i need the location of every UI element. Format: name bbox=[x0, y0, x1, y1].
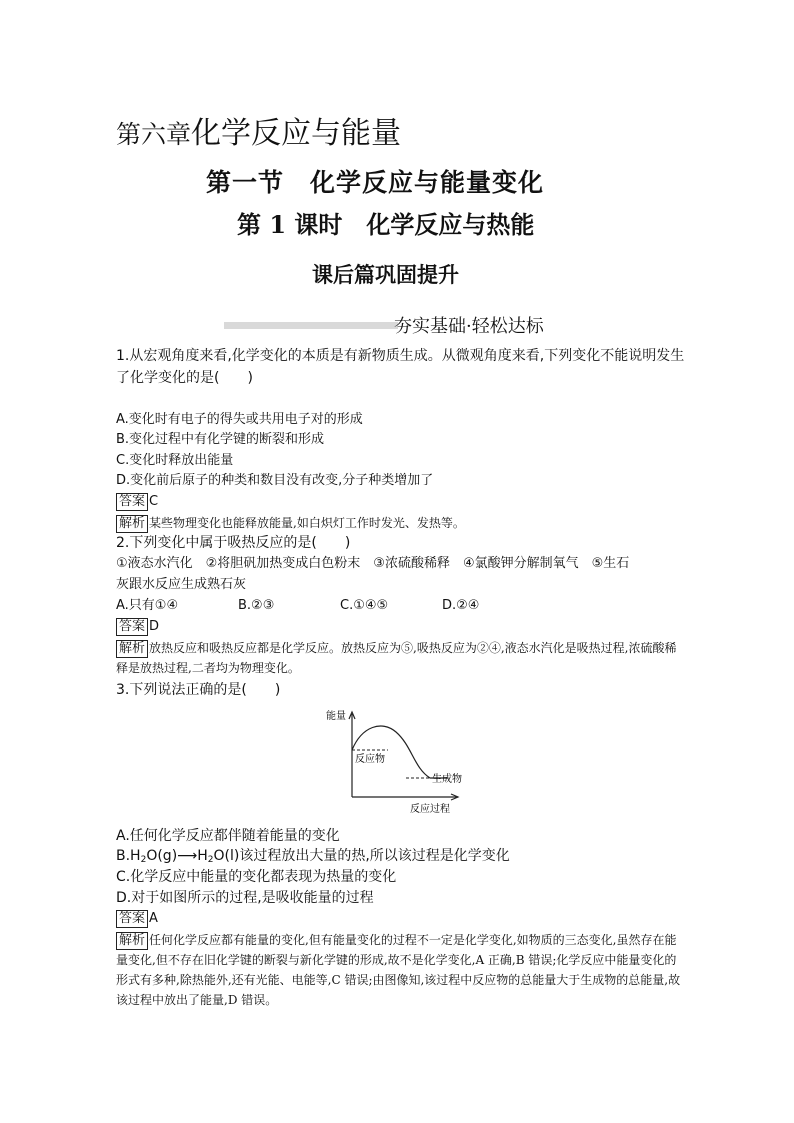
q3-stem: 3.下列说法正确的是( ) bbox=[116, 682, 281, 698]
reaction-arrow: ⟶ bbox=[177, 848, 198, 864]
q3-option-b: $B.H_2O(g)⟶H_2O(l)$该过程放出大量的热,所以该过程是化学变化 bbox=[116, 848, 510, 865]
part-title: 课后篇巩固提升 bbox=[312, 262, 459, 287]
q3-analysis: 解析 任何化学反应都有能量的变化,但有能量变化的过程不一定是化学变化,如物质的三态变化,虽然存在能量变化,但不存在旧化学键的断裂与新化学键的形成,故不是化学变化,A 正确,B 错误;化学反应中能量变化的形式有多种,除热能外,还有光能、电能等,C 错误;由图像知,该过程中反应物的总能量大于生成物的总能量,故该过程中放出了能量,D 错误。 bbox=[116, 933, 681, 1007]
q2-stem-line2: ①液态水汽化 ②将胆矾加热变成白色粉末 ③浓硫酸稀释 ④氯酸钾分解制氧气 ⑤生石 bbox=[116, 556, 630, 571]
chapter-title: 第六章化学反应与能量 bbox=[116, 116, 402, 151]
q1-analysis: 解析 某些物理变化也能释放能量,如白炽灯工作时发光、发热等。 bbox=[116, 513, 686, 533]
q1-option-a: A.变化时有电子的得失或共用电子对的形成 bbox=[116, 412, 363, 427]
section-title: 第一节 化学反应与能量变化 bbox=[206, 168, 545, 197]
reactant-label: 反应物 bbox=[355, 754, 385, 765]
q2-option-a: A.只有①④ bbox=[116, 598, 179, 613]
x-axis-label: 反应过程 bbox=[410, 804, 450, 815]
energy-curve bbox=[352, 726, 448, 778]
q3-option-c: C.化学反应中能量的变化都表现为热量的变化 bbox=[116, 869, 397, 885]
band-title: 夯实基础·轻松达标 bbox=[394, 316, 544, 337]
analysis-tag: 解析 bbox=[116, 932, 148, 950]
q1-option-b: B.变化过程中有化学键的断裂和形成 bbox=[116, 432, 325, 447]
answer-tag: 答案 bbox=[116, 618, 148, 636]
analysis-tag: 解析 bbox=[116, 515, 148, 533]
q1-stem-line2: 了化学变化的是( ) bbox=[116, 370, 253, 386]
q3-option-d: D.对于如图所示的过程,是吸收能量的过程 bbox=[116, 890, 374, 906]
q3-option-a: A.任何化学反应都伴随着能量的变化 bbox=[116, 828, 340, 844]
q2-option-c: C.①④⑤ bbox=[340, 598, 389, 613]
q1-option-c: C.变化时释放出能量 bbox=[116, 453, 234, 468]
q1-option-d: D.变化前后原子的种类和数目没有改变,分子种类增加了 bbox=[116, 473, 434, 488]
energy-axis-label: 能量 bbox=[326, 711, 346, 722]
q2-answer: 答案 D bbox=[116, 617, 159, 637]
q2-stem-line1: 2.下列变化中属于吸热反应的是( ) bbox=[116, 535, 351, 551]
q2-stem-line3: 灰跟水反应生成熟石灰 bbox=[116, 577, 247, 592]
analysis-tag: 解析 bbox=[116, 640, 148, 658]
band-bar bbox=[224, 322, 398, 329]
answer-tag: 答案 bbox=[116, 493, 148, 511]
lesson-title: 第 1 课时 化学反应与热能 bbox=[237, 210, 535, 239]
energy-diagram bbox=[322, 706, 482, 818]
q1-answer: 答案 C bbox=[116, 492, 158, 512]
q2-analysis: 解析 放热反应和吸热反应都是化学反应。放热反应为⑤,吸热反应为②④,液态水汽化是吸热过程,浓硫酸稀释是放热过程,二者均为物理变化。 bbox=[116, 641, 677, 675]
q1-stem-line1: 1.从宏观角度来看,化学变化的本质是有新物质生成。从微观角度来看,下列变化不能说明发生 bbox=[116, 348, 685, 364]
product-label: 生成物 bbox=[432, 774, 462, 785]
answer-tag: 答案 bbox=[116, 910, 148, 928]
q3-answer: 答案 A bbox=[116, 909, 158, 929]
q2-option-b: B.②③ bbox=[238, 598, 275, 613]
q2-option-d: D.②④ bbox=[442, 598, 480, 613]
